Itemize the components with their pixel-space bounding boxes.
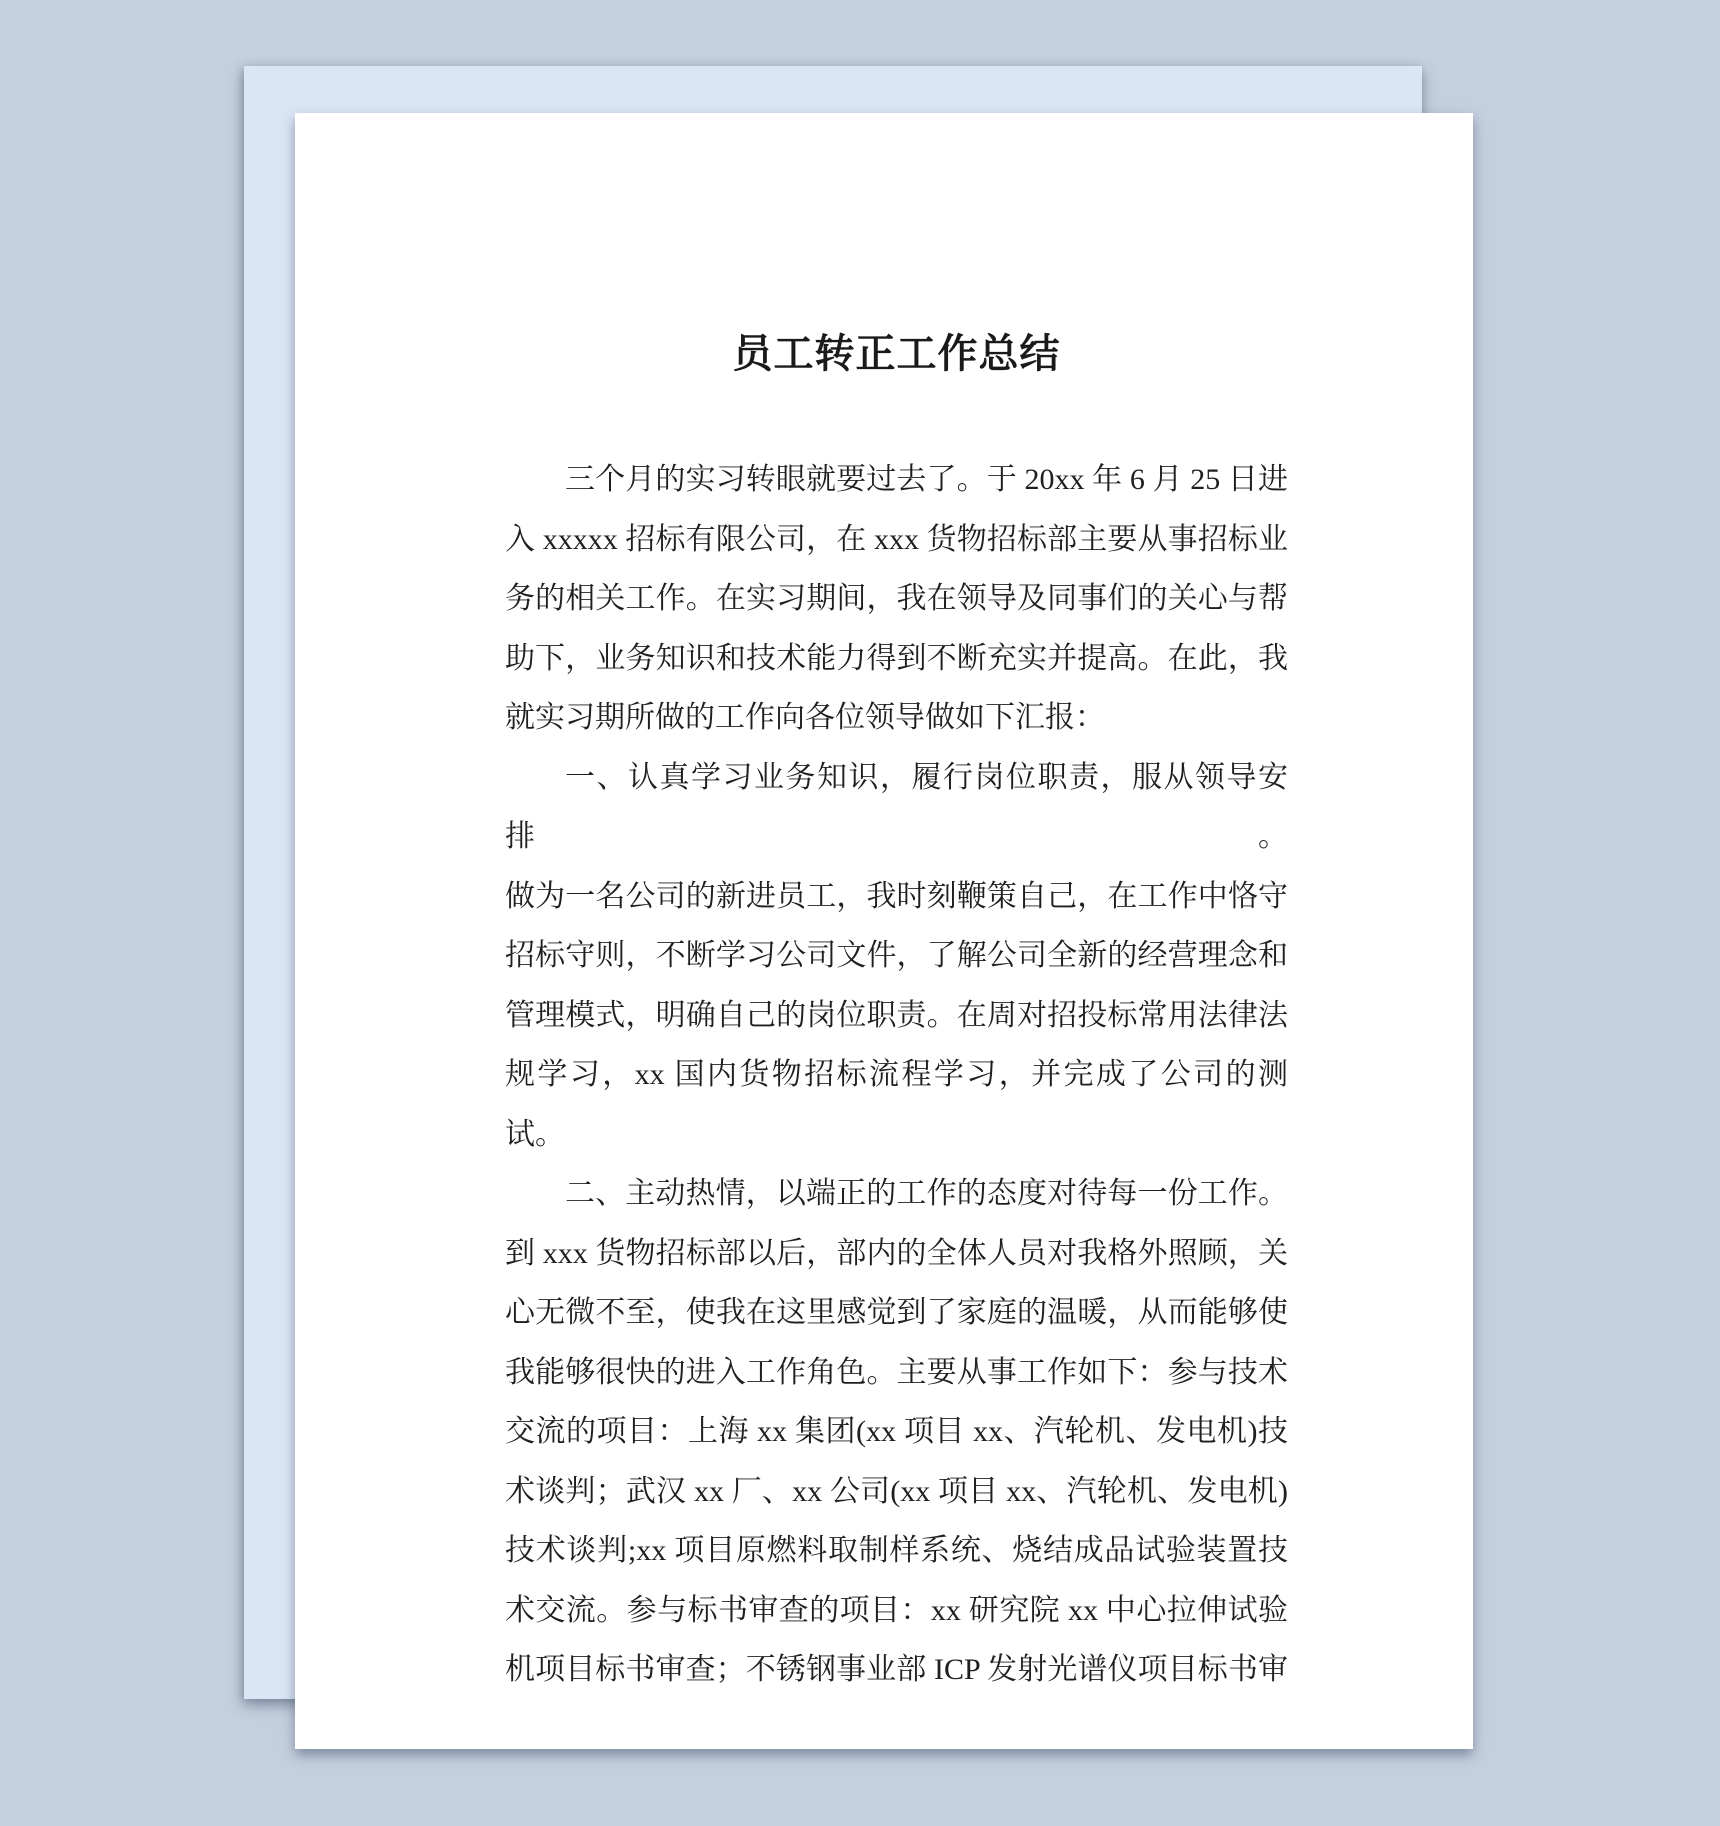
text-line: 助下，业务知识和技术能力得到不断充实并提高。在此，我 — [505, 641, 1288, 675]
text-line: 到 xxx 货物招标部以后，部内的全体人员对我格外照顾，关 — [505, 1236, 1288, 1270]
text-line: 招标守则，不断学习公司文件，了解公司全新的经营理念和 — [505, 939, 1288, 972]
text-line: 做为一名公司的新进员工，我时刻鞭策自己，在工作中恪守 — [505, 879, 1288, 913]
text-line: 心无微不至，使我在这里感觉到了家庭的温暖，从而能够使 — [505, 1296, 1288, 1329]
text-line: 二、主动热情，以端正的工作的态度对待每一份工作。 — [565, 1177, 1288, 1210]
text-line: 务的相关工作。在实习期间，我在领导及同事们的关心与帮 — [505, 582, 1288, 615]
document-page — [295, 113, 1473, 1749]
text-line: 交流的项目：上海 xx 集团(xx 项目 xx、汽轮机、发电机)技 — [505, 1415, 1288, 1448]
text-line: 术交流。参与标书审查的项目：xx 研究院 xx 中心拉伸试验 — [505, 1593, 1288, 1627]
text-line: 术谈判；武汉 xx 厂、xx 公司(xx 项目 xx、汽轮机、发电机) — [505, 1474, 1288, 1508]
text-line: 技术谈判;xx 项目原燃料取制样系统、烧结成品试验装置技 — [505, 1534, 1288, 1567]
text-line: 管理模式，明确自己的岗位职责。在周对招投标常用法律法 — [505, 998, 1288, 1032]
text-line: 一、认真学习业务知识，履行岗位职责，服从领导安排。 — [505, 760, 1288, 853]
document-title: 员工转正工作总结 — [732, 332, 1061, 376]
text-line: 入 xxxxx 招标有限公司，在 xxx 货物招标部主要从事招标业 — [505, 522, 1288, 556]
text-line: 机项目标书审查；不锈钢事业部 ICP 发射光谱仪项目标书审 — [505, 1653, 1288, 1686]
text-line: 规学习，xx 国内货物招标流程学习，并完成了公司的测试。 — [505, 1058, 1288, 1151]
text-line: 就实习期所做的工作向各位领导做如下汇报： — [505, 701, 1105, 734]
text-line: 我能够很快的进入工作角色。主要从事工作如下：参与技术 — [505, 1355, 1288, 1389]
text-line: 三个月的实习转眼就要过去了。于 20xx 年 6 月 25 日进 — [565, 463, 1288, 496]
document-body — [505, 450, 1288, 1700]
